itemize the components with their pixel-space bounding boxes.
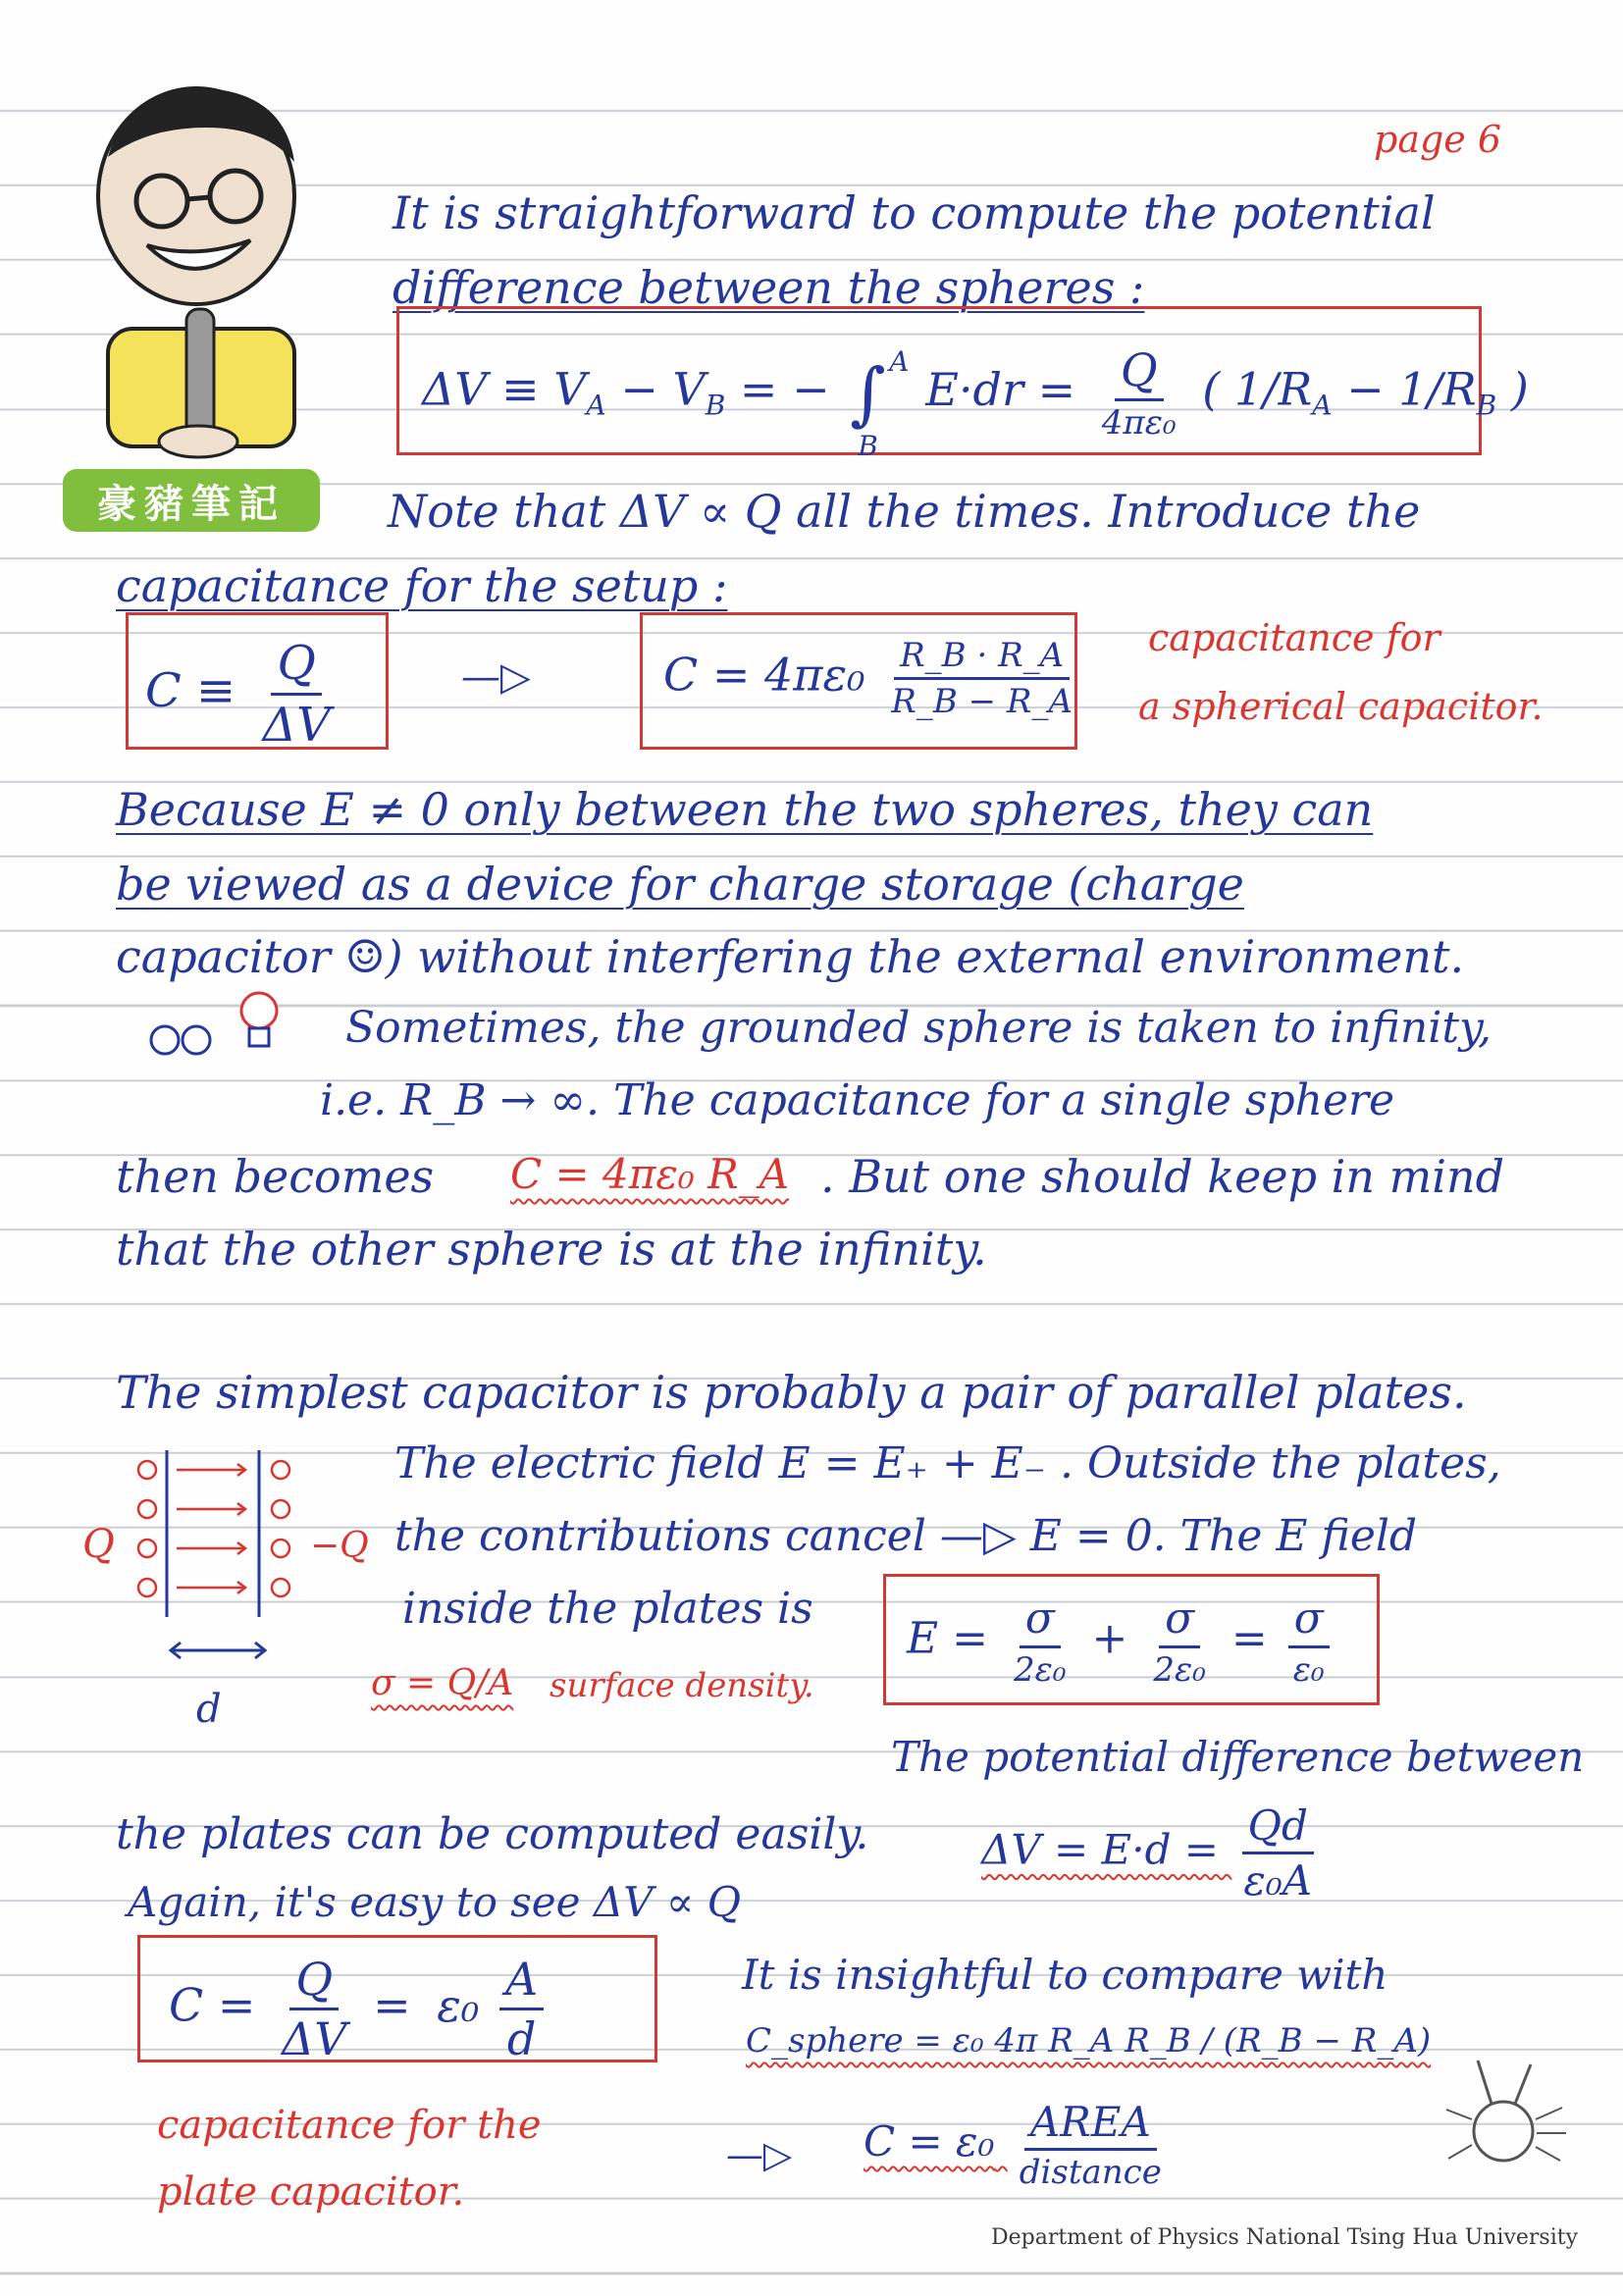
p3-line7: that the other sphere is at the infinity. [116,1223,987,1276]
p4-line7: Again, it's easy to see ΔV ∝ Q [128,1878,742,1926]
sigma-definition: σ = Q/A [371,1663,514,1703]
e-equals: = [1230,1613,1268,1664]
dv-eq: ΔV = E·d = [981,1825,1219,1874]
plate-separation-d: d [196,1687,222,1732]
insight-line1: It is insightful to compare with [742,1951,1388,1999]
insight-line2: C_sphere = ε₀ 4π R_A R_B / (R_B − R_A) [746,2021,1432,2061]
qd-over-e0a [1237,1801,1318,1905]
paren-open: ( 1/R [1202,362,1313,416]
p3-line6c: . But one should keep in mind [820,1150,1505,1203]
frac-d: d [506,2012,537,2065]
frac-sigma-3: σ [1288,1593,1330,1648]
frac-sigma-1: σ [1020,1593,1061,1648]
frac-qd: Qd [1242,1801,1314,1854]
frac-e0a: ε₀A [1243,1856,1313,1905]
final-capacitance-equation [864,2098,1174,2192]
q-over-dv [256,636,336,753]
frac-rbra: R_B · R_A [894,636,1070,680]
frac-2e0-1: 2ε₀ [1013,1650,1067,1690]
p4-line3: the contributions cancel —▷ E = 0. The E field [394,1511,1418,1561]
p4-line2: The electric field E = E₊ + E₋ . Outside the plates, [394,1438,1501,1488]
plate-potential-equation [981,1801,1324,1905]
frac-sigma-2: σ [1159,1593,1200,1648]
cartoon-mascot-icon [69,69,343,461]
e-lhs: E = [907,1613,988,1664]
p3-line5: i.e. R_B → ∞. The capacitance for a single sphere [320,1075,1395,1125]
potential-difference-equation [422,343,1529,462]
p4-line5: The potential difference between [891,1733,1585,1781]
frac-area: AREA [1024,2098,1157,2151]
frac-e0: ε₀ [1292,1650,1325,1690]
footer-text: Department of Physics National Tsing Hua University [991,2225,1579,2250]
sigma-2e0-a [1008,1593,1073,1690]
frac-c-q: Q [271,636,321,696]
spherical-note-line2: a spherical capacitor. [1138,685,1544,728]
ra-rb-frac [885,636,1078,721]
paren-minus: − 1/R [1332,362,1477,416]
capacitance-definition [145,636,342,753]
frac-rb-ra: R_B − R_A [891,682,1073,721]
c-eq2: = [373,1978,411,2032]
p3-line4: Sometimes, the grounded sphere is taken to infinity, [345,1003,1492,1053]
integral-bottom: B [858,429,878,462]
plate-note-line2: plate capacitor. [157,2169,465,2215]
doodle-creature-icon [1442,2051,1570,2188]
integrand: E·dr = [925,362,1076,416]
c-plate: C = [169,1978,256,2032]
p4-line6: the plates can be computed easily. [116,1809,869,1859]
q-over-4pie0 [1096,343,1182,443]
p3-line3: capacitor ☺) without interfering the external environment. [116,930,1465,983]
p4-line4: inside the plates is [402,1584,813,1634]
frac-q: Q [1115,343,1164,401]
paren-rb: B [1476,389,1497,422]
parallel-plates-diagram-icon [69,1440,393,1725]
eq-mid: = − [725,362,830,416]
eq-minus: − V [605,362,706,416]
surface-density-note: surface density. [550,1666,814,1705]
cq-over-dv [276,1953,352,2065]
frac-distance: distance [1019,2153,1162,2192]
plate-charge-neg-q: −Q [310,1526,369,1566]
eq-sub-a: A [586,389,606,422]
c-def: C ≡ [145,663,236,718]
sigma-e0 [1287,1593,1331,1690]
spherical-capacitance [663,636,1084,721]
p2-line1: Note that ΔV ∝ Q all the times. Introduce the [388,485,1421,538]
c-sph: C = 4πε₀ [663,648,865,702]
p3-line2: be viewed as a device for charge storage (charge [116,858,1244,911]
p1-line1: It is straightforward to compute the potential [393,186,1436,239]
area-over-distance [1014,2098,1168,2192]
page-label: page 6 [1374,118,1502,161]
sigma-2e0-b [1147,1593,1212,1690]
integral-top: A [889,344,910,378]
eq-lhs: ΔV ≡ V [422,362,587,416]
paren-close: ) [1496,362,1529,416]
frac-4pie0: 4πε₀ [1101,403,1177,443]
plate-capacitance-equation [169,1953,550,2065]
p4-line1: The simplest capacitor is probably a pair of parallel plates. [116,1366,1467,1419]
frac-cq: Q [289,1953,339,2010]
plate-charge-q: Q [82,1522,115,1567]
p3-line1: Because E ≠ 0 only between the two spheres, they can [116,783,1374,836]
single-sphere-capacitance: C = 4πε₀ R_A [510,1150,790,1198]
p3-line6a: then becomes [116,1150,435,1203]
final-arrow: —▷ [726,2133,793,2176]
frac-cdv: ΔV [282,2012,347,2065]
arrow-1: —▷ [461,654,531,700]
final-c: C = ε₀ [864,2117,995,2166]
plate-note-line1: capacitance for the [157,2103,542,2148]
frac-c-dv: ΔV [262,698,331,753]
p1-line2: difference between the spheres : [393,261,1145,314]
logo-badge [63,469,320,532]
integral-sign: ∫ A B [850,344,910,462]
a-over-d [499,1953,544,2065]
e-plus: + [1091,1613,1128,1664]
frac-2e0-2: 2ε₀ [1153,1650,1206,1690]
eq-sub-b: B [705,389,726,422]
lightbulb-idea-icon [137,981,304,1089]
p2-line2: capacitance for the setup : [116,559,728,612]
logo-text: 豪豬筆記 [97,481,286,527]
spherical-note-line1: capacitance for [1148,616,1440,659]
plate-field-equation [907,1593,1336,1690]
c-e0: ε₀ [437,1978,480,2032]
paren-ra: A [1312,389,1333,422]
frac-a: A [499,1953,544,2010]
